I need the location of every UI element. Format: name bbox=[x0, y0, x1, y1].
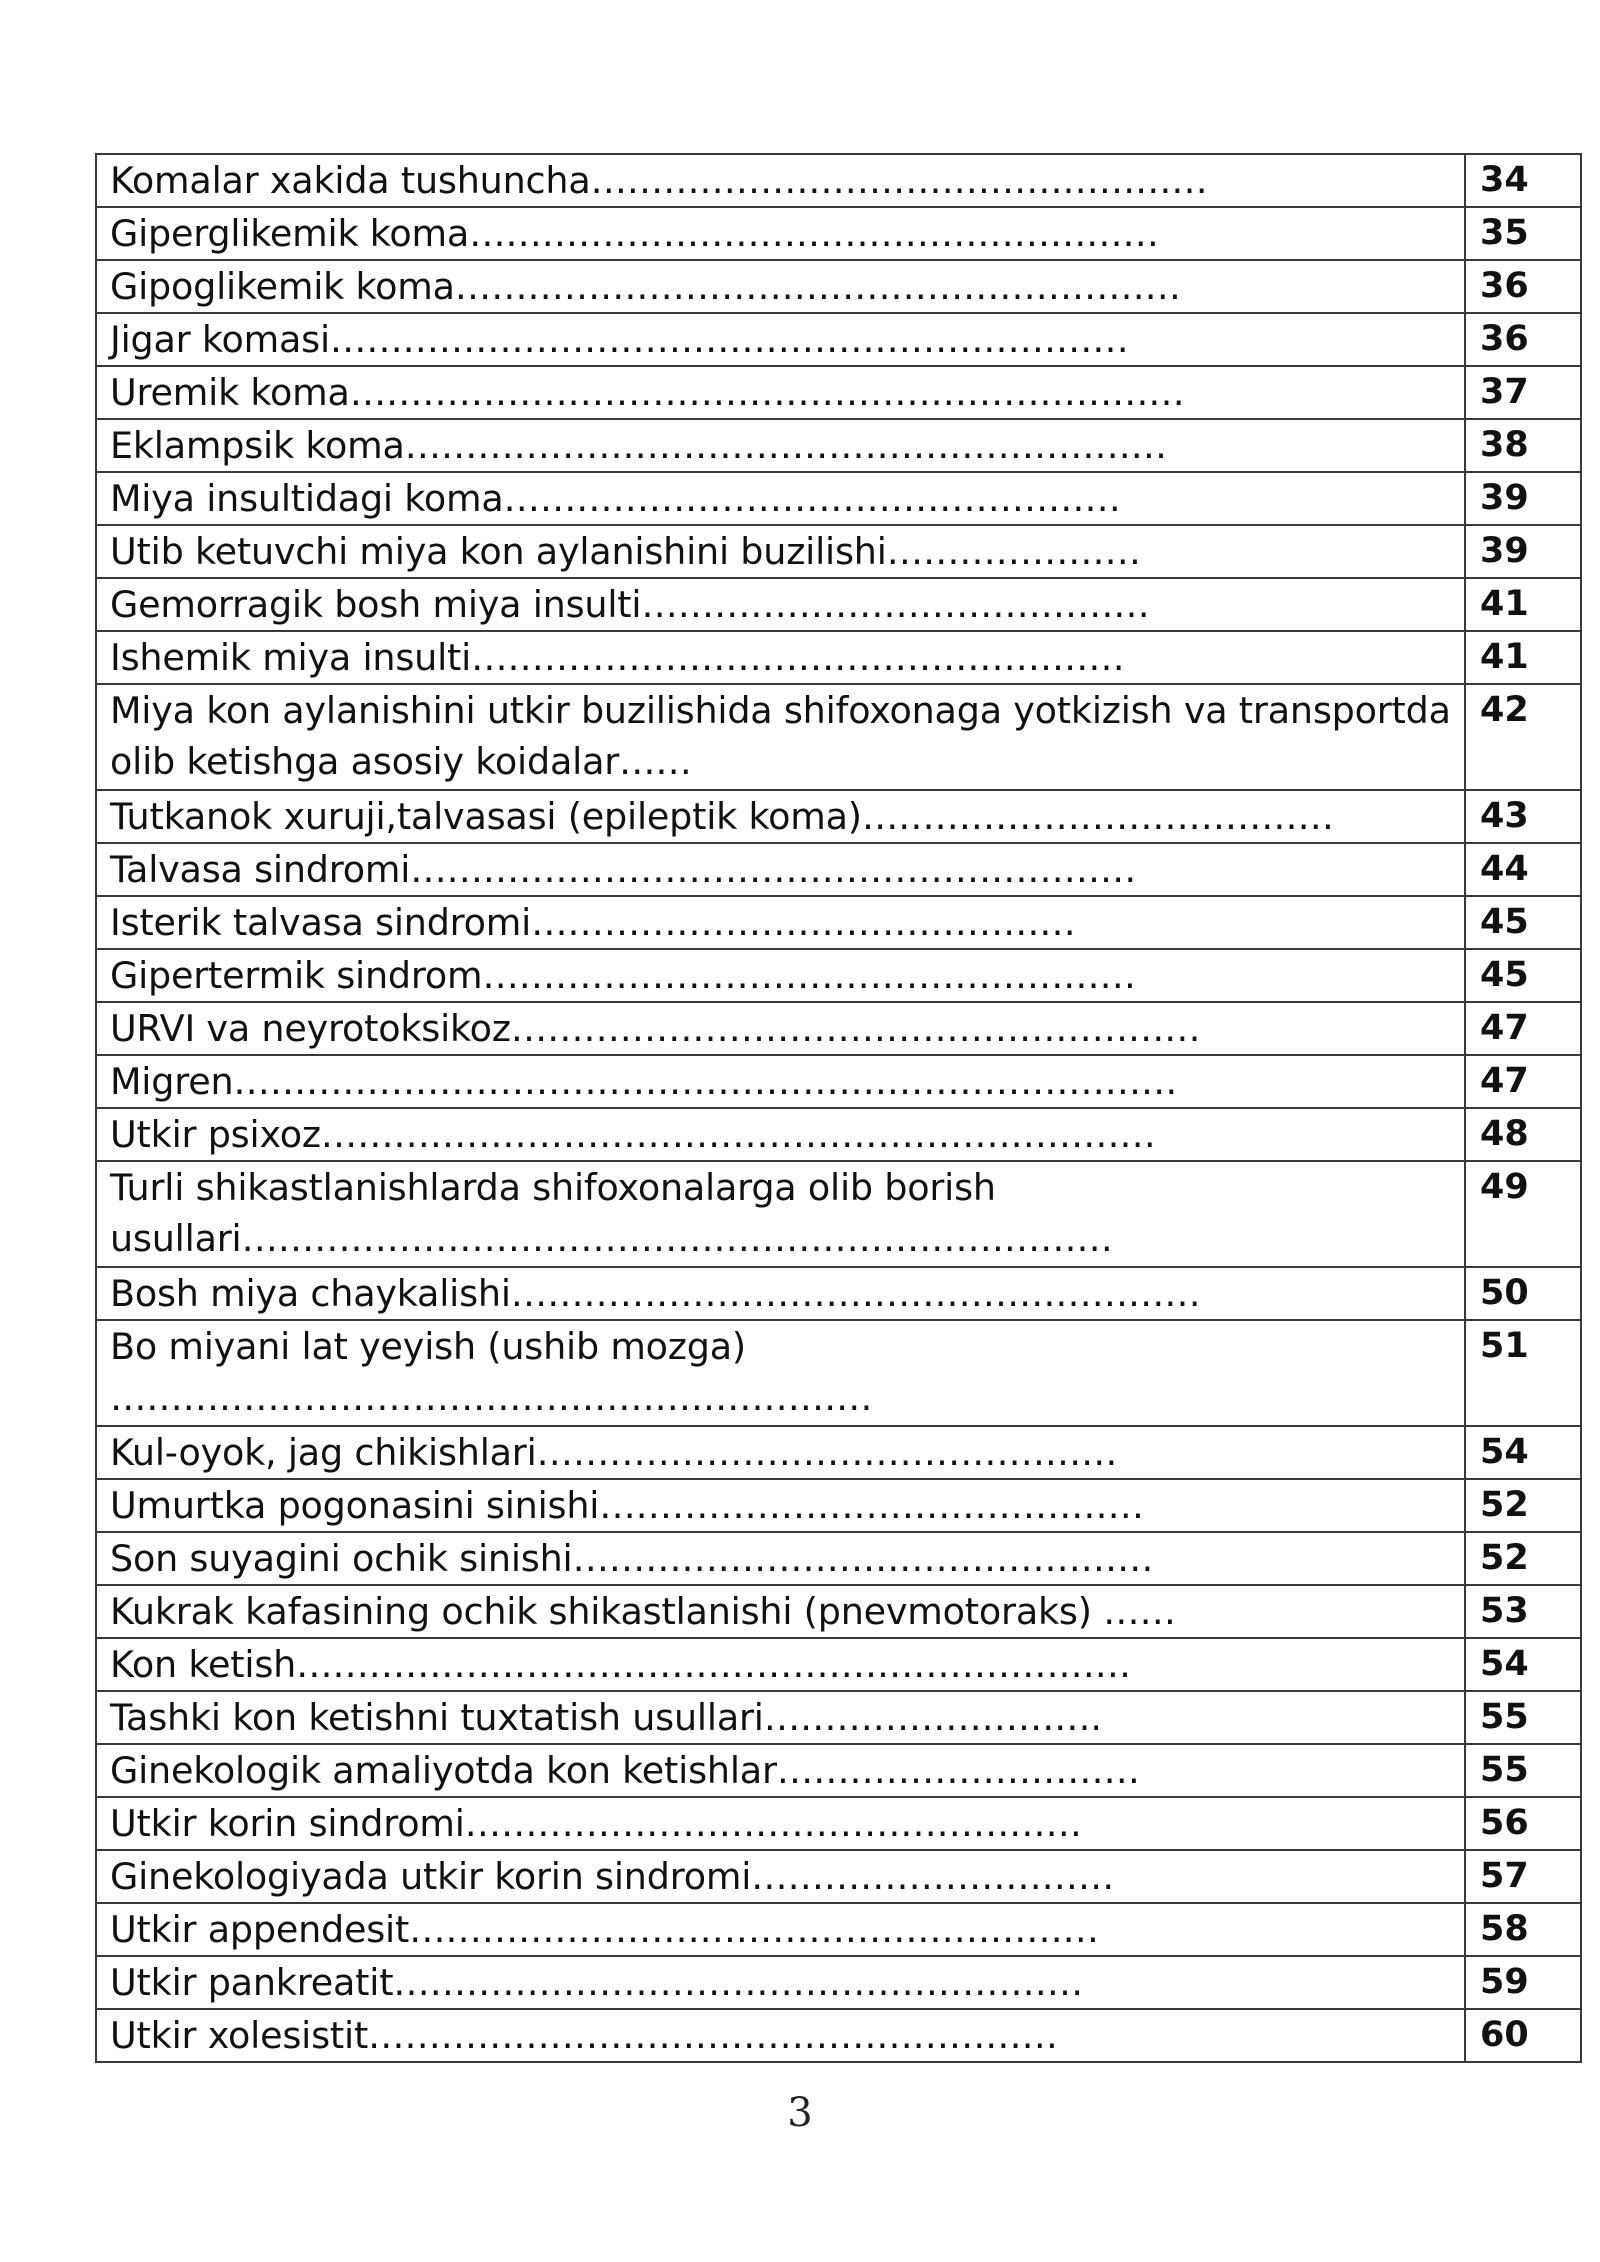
toc-entry-title: Uremik koma…………………………………………………………… bbox=[96, 366, 1465, 419]
toc-entry-page: 36 bbox=[1465, 260, 1581, 313]
toc-entry-page: 52 bbox=[1465, 1532, 1581, 1585]
toc-entry-title: Migren…………………………………………………………………… bbox=[96, 1055, 1465, 1108]
toc-entry-title: Kukrak kafasining ochik shikastlanishi (pnevmotoraks) …… bbox=[96, 1585, 1465, 1638]
toc-entry-page: 42 bbox=[1465, 684, 1581, 790]
toc-row bbox=[96, 260, 1581, 313]
toc-row bbox=[96, 790, 1581, 843]
toc-entry-title: Ginekologik amaliyotda kon ketishlar………………………… bbox=[96, 1744, 1465, 1797]
toc-entry-title: Eklampsik koma……………………………………………………… bbox=[96, 419, 1465, 472]
toc-row bbox=[96, 1850, 1581, 1903]
toc-entry-page: 37 bbox=[1465, 366, 1581, 419]
toc-entry-title: Gipertermik sindrom……………………………………………… bbox=[96, 949, 1465, 1002]
toc-entry-title: Jigar komasi………………………………………………………… bbox=[96, 313, 1465, 366]
toc-row bbox=[96, 1797, 1581, 1850]
toc-entry-title: Kon ketish…………………………………………………………… bbox=[96, 1638, 1465, 1691]
toc-row bbox=[96, 1267, 1581, 1320]
toc-row bbox=[96, 1320, 1581, 1426]
page-number: 3 bbox=[787, 2090, 813, 2136]
toc-entry-page: 47 bbox=[1465, 1002, 1581, 1055]
toc-entry-title: Tutkanok xuruji,talvasasi (epileptik koma)………………………………… bbox=[96, 790, 1465, 843]
toc-row bbox=[96, 1585, 1581, 1638]
toc-entry-title: Gipoglikemik koma…………………………………………………… bbox=[96, 260, 1465, 313]
toc-row bbox=[96, 1956, 1581, 2009]
toc-entry-title: Miya kon aylanishini utkir buzilishida shifoxonaga yotkizish va transportda olib ketishga asosiy koidalar…… bbox=[96, 684, 1465, 790]
toc-entry-page: 60 bbox=[1465, 2009, 1581, 2062]
toc-row bbox=[96, 684, 1581, 790]
toc-entry-title: Talvasa sindromi…………………………………………………… bbox=[96, 843, 1465, 896]
toc-entry-title: Bosh miya chaykalishi………………………………………………… bbox=[96, 1267, 1465, 1320]
toc-entry-page: 57 bbox=[1465, 1850, 1581, 1903]
toc-row bbox=[96, 366, 1581, 419]
toc-entry-title: Ishemik miya insulti……………………………………………… bbox=[96, 631, 1465, 684]
toc-row bbox=[96, 1108, 1581, 1161]
toc-entry-page: 54 bbox=[1465, 1426, 1581, 1479]
toc-entry-page: 47 bbox=[1465, 1055, 1581, 1108]
toc-row bbox=[96, 1426, 1581, 1479]
toc-row bbox=[96, 207, 1581, 260]
toc-entry-page: 50 bbox=[1465, 1267, 1581, 1320]
toc-entry-page: 51 bbox=[1465, 1320, 1581, 1426]
toc-entry-page: 43 bbox=[1465, 790, 1581, 843]
toc-entry-page: 39 bbox=[1465, 525, 1581, 578]
toc-entry-page: 38 bbox=[1465, 419, 1581, 472]
toc-row bbox=[96, 1638, 1581, 1691]
toc-entry-page: 56 bbox=[1465, 1797, 1581, 1850]
toc-row bbox=[96, 1744, 1581, 1797]
toc-entry-page: 49 bbox=[1465, 1161, 1581, 1267]
toc-entry-title: Ginekologiyada utkir korin sindromi………………………… bbox=[96, 1850, 1465, 1903]
toc-row bbox=[96, 1532, 1581, 1585]
toc-entry-title: Utkir pankreatit………………………………………………… bbox=[96, 1956, 1465, 2009]
toc-row bbox=[96, 949, 1581, 1002]
toc-entry-page: 34 bbox=[1465, 154, 1581, 207]
table-of-contents bbox=[95, 153, 1582, 2063]
toc-row bbox=[96, 1903, 1581, 1956]
toc-entry-title: Turli shikastlanishlarda shifoxonalarga olib borish usullari……………………………………………………………… bbox=[96, 1161, 1465, 1267]
toc-entry-page: 41 bbox=[1465, 631, 1581, 684]
toc-row bbox=[96, 154, 1581, 207]
toc-entry-title: Utib ketuvchi miya kon aylanishini buzilishi………………… bbox=[96, 525, 1465, 578]
toc-row bbox=[96, 313, 1581, 366]
toc-entry-title: Miya insultidagi koma…………………………………………… bbox=[96, 472, 1465, 525]
toc-row bbox=[96, 1002, 1581, 1055]
toc-entry-title: Bo miyani lat yeyish (ushib mozga) ……………………………………………………… bbox=[96, 1320, 1465, 1426]
toc-row bbox=[96, 1691, 1581, 1744]
toc-entry-page: 45 bbox=[1465, 896, 1581, 949]
toc-entry-page: 52 bbox=[1465, 1479, 1581, 1532]
toc-entry-title: Komalar xakida tushuncha…………………………………………… bbox=[96, 154, 1465, 207]
toc-entry-page: 45 bbox=[1465, 949, 1581, 1002]
toc-row bbox=[96, 525, 1581, 578]
toc-entry-page: 44 bbox=[1465, 843, 1581, 896]
toc-entry-page: 39 bbox=[1465, 472, 1581, 525]
toc-entry-title: Kul-oyok, jag chikishlari………………………………………… bbox=[96, 1426, 1465, 1479]
toc-entry-title: Utkir korin sindromi…………………………………………… bbox=[96, 1797, 1465, 1850]
toc-row bbox=[96, 472, 1581, 525]
toc-entry-page: 48 bbox=[1465, 1108, 1581, 1161]
toc-entry-title: Umurtka pogonasini sinishi……………………………………… bbox=[96, 1479, 1465, 1532]
toc-entry-page: 36 bbox=[1465, 313, 1581, 366]
toc-entry-page: 58 bbox=[1465, 1903, 1581, 1956]
toc-entry-title: Isterik talvasa sindromi……………………………………… bbox=[96, 896, 1465, 949]
toc-entry-page: 55 bbox=[1465, 1691, 1581, 1744]
toc-entry-page: 53 bbox=[1465, 1585, 1581, 1638]
toc-entry-title: URVI va neyrotoksikoz………………………………………………… bbox=[96, 1002, 1465, 1055]
toc-row bbox=[96, 1479, 1581, 1532]
toc-entry-page: 59 bbox=[1465, 1956, 1581, 2009]
toc-entry-title: Utkir xolesistit………………………………………………… bbox=[96, 2009, 1465, 2062]
toc-row bbox=[96, 631, 1581, 684]
toc-row bbox=[96, 2009, 1581, 2062]
toc-row bbox=[96, 1055, 1581, 1108]
toc-entry-title: Giperglikemik koma………………………………………………… bbox=[96, 207, 1465, 260]
toc-row bbox=[96, 419, 1581, 472]
toc-entry-title: Son suyagini ochik sinishi………………………………………… bbox=[96, 1532, 1465, 1585]
toc-entry-page: 35 bbox=[1465, 207, 1581, 260]
toc-entry-title: Gemorragik bosh miya insulti…………………………………… bbox=[96, 578, 1465, 631]
toc-entry-page: 55 bbox=[1465, 1744, 1581, 1797]
toc-row bbox=[96, 843, 1581, 896]
toc-entry-title: Utkir appendesit………………………………………………… bbox=[96, 1903, 1465, 1956]
toc-row bbox=[96, 896, 1581, 949]
toc-row bbox=[96, 578, 1581, 631]
toc-entry-title: Tashki kon ketishni tuxtatish usullari………………………. bbox=[96, 1691, 1465, 1744]
toc-entry-title: Utkir psixoz…………………………………………………………… bbox=[96, 1108, 1465, 1161]
toc-entry-page: 54 bbox=[1465, 1638, 1581, 1691]
toc-entry-page: 41 bbox=[1465, 578, 1581, 631]
toc-row bbox=[96, 1161, 1581, 1267]
